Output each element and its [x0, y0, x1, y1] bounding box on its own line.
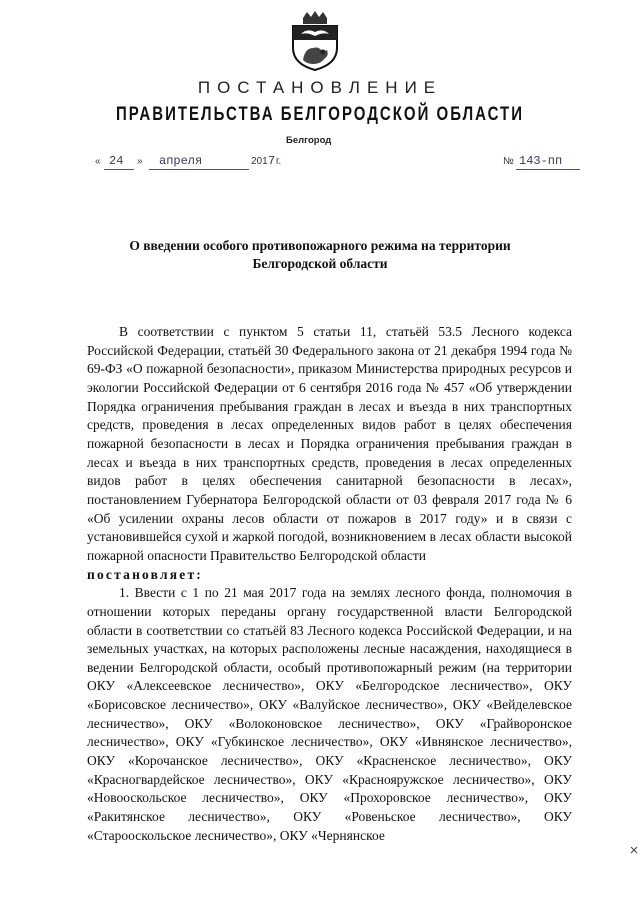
document-title-line1: О введении особого противопожарного режима на территории [129, 238, 511, 253]
month-underline [149, 169, 249, 170]
preamble-paragraph [87, 323, 572, 584]
scan-mark [630, 846, 638, 854]
city-label: Белгород [286, 135, 332, 146]
document-body [87, 323, 572, 845]
document-type-title: ПОСТАНОВЛЕНИЕ [197, 78, 443, 97]
document-number: 143-пп [519, 154, 563, 168]
open-quote: « [95, 156, 101, 167]
number-label: № [503, 156, 514, 167]
close-quote: » [137, 156, 143, 167]
day-underline [104, 169, 134, 170]
issuer-title: ПРАВИТЕЛЬСТВА БЕЛГОРОДСКОЙ ОБЛАСТИ [115, 103, 525, 126]
preamble-text: В соответствии с пунктом 5 статьи 11, статьёй 53.5 Лесного кодекса Российской Федерации, статьёй 30 Федерального закона от 21 декабря 1994 года № 69-ФЗ «О пожарной безопасности», приказом Министерства природных ресурсов и экологии Российской Федерации от 6 сентября 2016 года № 457 «Об утверждении Порядка ограничения пребывания граждан в лесах и въезда в них транспортных средств, проведения в лесах определенных видов работ в целях обеспечения пожарной безопасности в лесах и Порядка ограничения пребывания граждан в лесах и въезда в них транспортных средств, проведения в лесах определенных видов работ в целях обеспечения санитарной безопасности в лесах», постановлением Губернатора Белгородской области от 03 февраля 2017 года № 6 «Об усилении охраны лесов области от пожаров в 2017 году» и в связи с установившейся сухой и жаркой погодой, возникновением в лесах области высокой пожарной опасности Правительство Белгородской области [87, 324, 572, 563]
date-day: 24 [109, 154, 124, 168]
year-suffix: 7 [268, 154, 276, 168]
document-title-line2: Белгородской области [252, 256, 388, 271]
coat-of-arms-icon [289, 10, 341, 72]
year-end: г. [276, 156, 282, 167]
number-underline [516, 169, 580, 170]
date-number-line [95, 156, 581, 176]
date-month: апреля [159, 154, 203, 168]
item-1-paragraph: 1. Ввести с 1 по 21 мая 2017 года на землях лесного фонда, полномочия в отношении которых переданы органу государственной власти Белгородской области в соответствии со статьёй 83 Лесного кодекса Российской Федерации, и на земельных участках, на которых расположены лесные насаждения, находящиеся в ведении Белгородской области, особый противопожарный режим (на территории ОКУ «Алексеевское лесничество», ОКУ «Белгородское лесничество», ОКУ «Борисовское лесничество», ОКУ «Валуйское лесничество», ОКУ «Вейделевское лесничество», ОКУ «Волоконовское лесничество», ОКУ «Грайворонское лесничество», ОКУ «Губкинское лесничество», ОКУ «Ивнянское лесничество», ОКУ «Корочанское лесничество», ОКУ «Красненское лесничество», ОКУ «Красногвардейское лесничество», ОКУ «Краснояружское лесничество», ОКУ «Новооскольское лесничество», ОКУ «Прохоровское лесничество», ОКУ «Ракитянское лесничество», ОКУ «Ровеньское лесничество», ОКУ «Старооскольское лесничество», ОКУ «Чернянское [87, 585, 572, 843]
year-prefix: 201 [251, 156, 268, 167]
decree-word: постановляет: [87, 566, 203, 582]
document-title [0, 237, 640, 273]
